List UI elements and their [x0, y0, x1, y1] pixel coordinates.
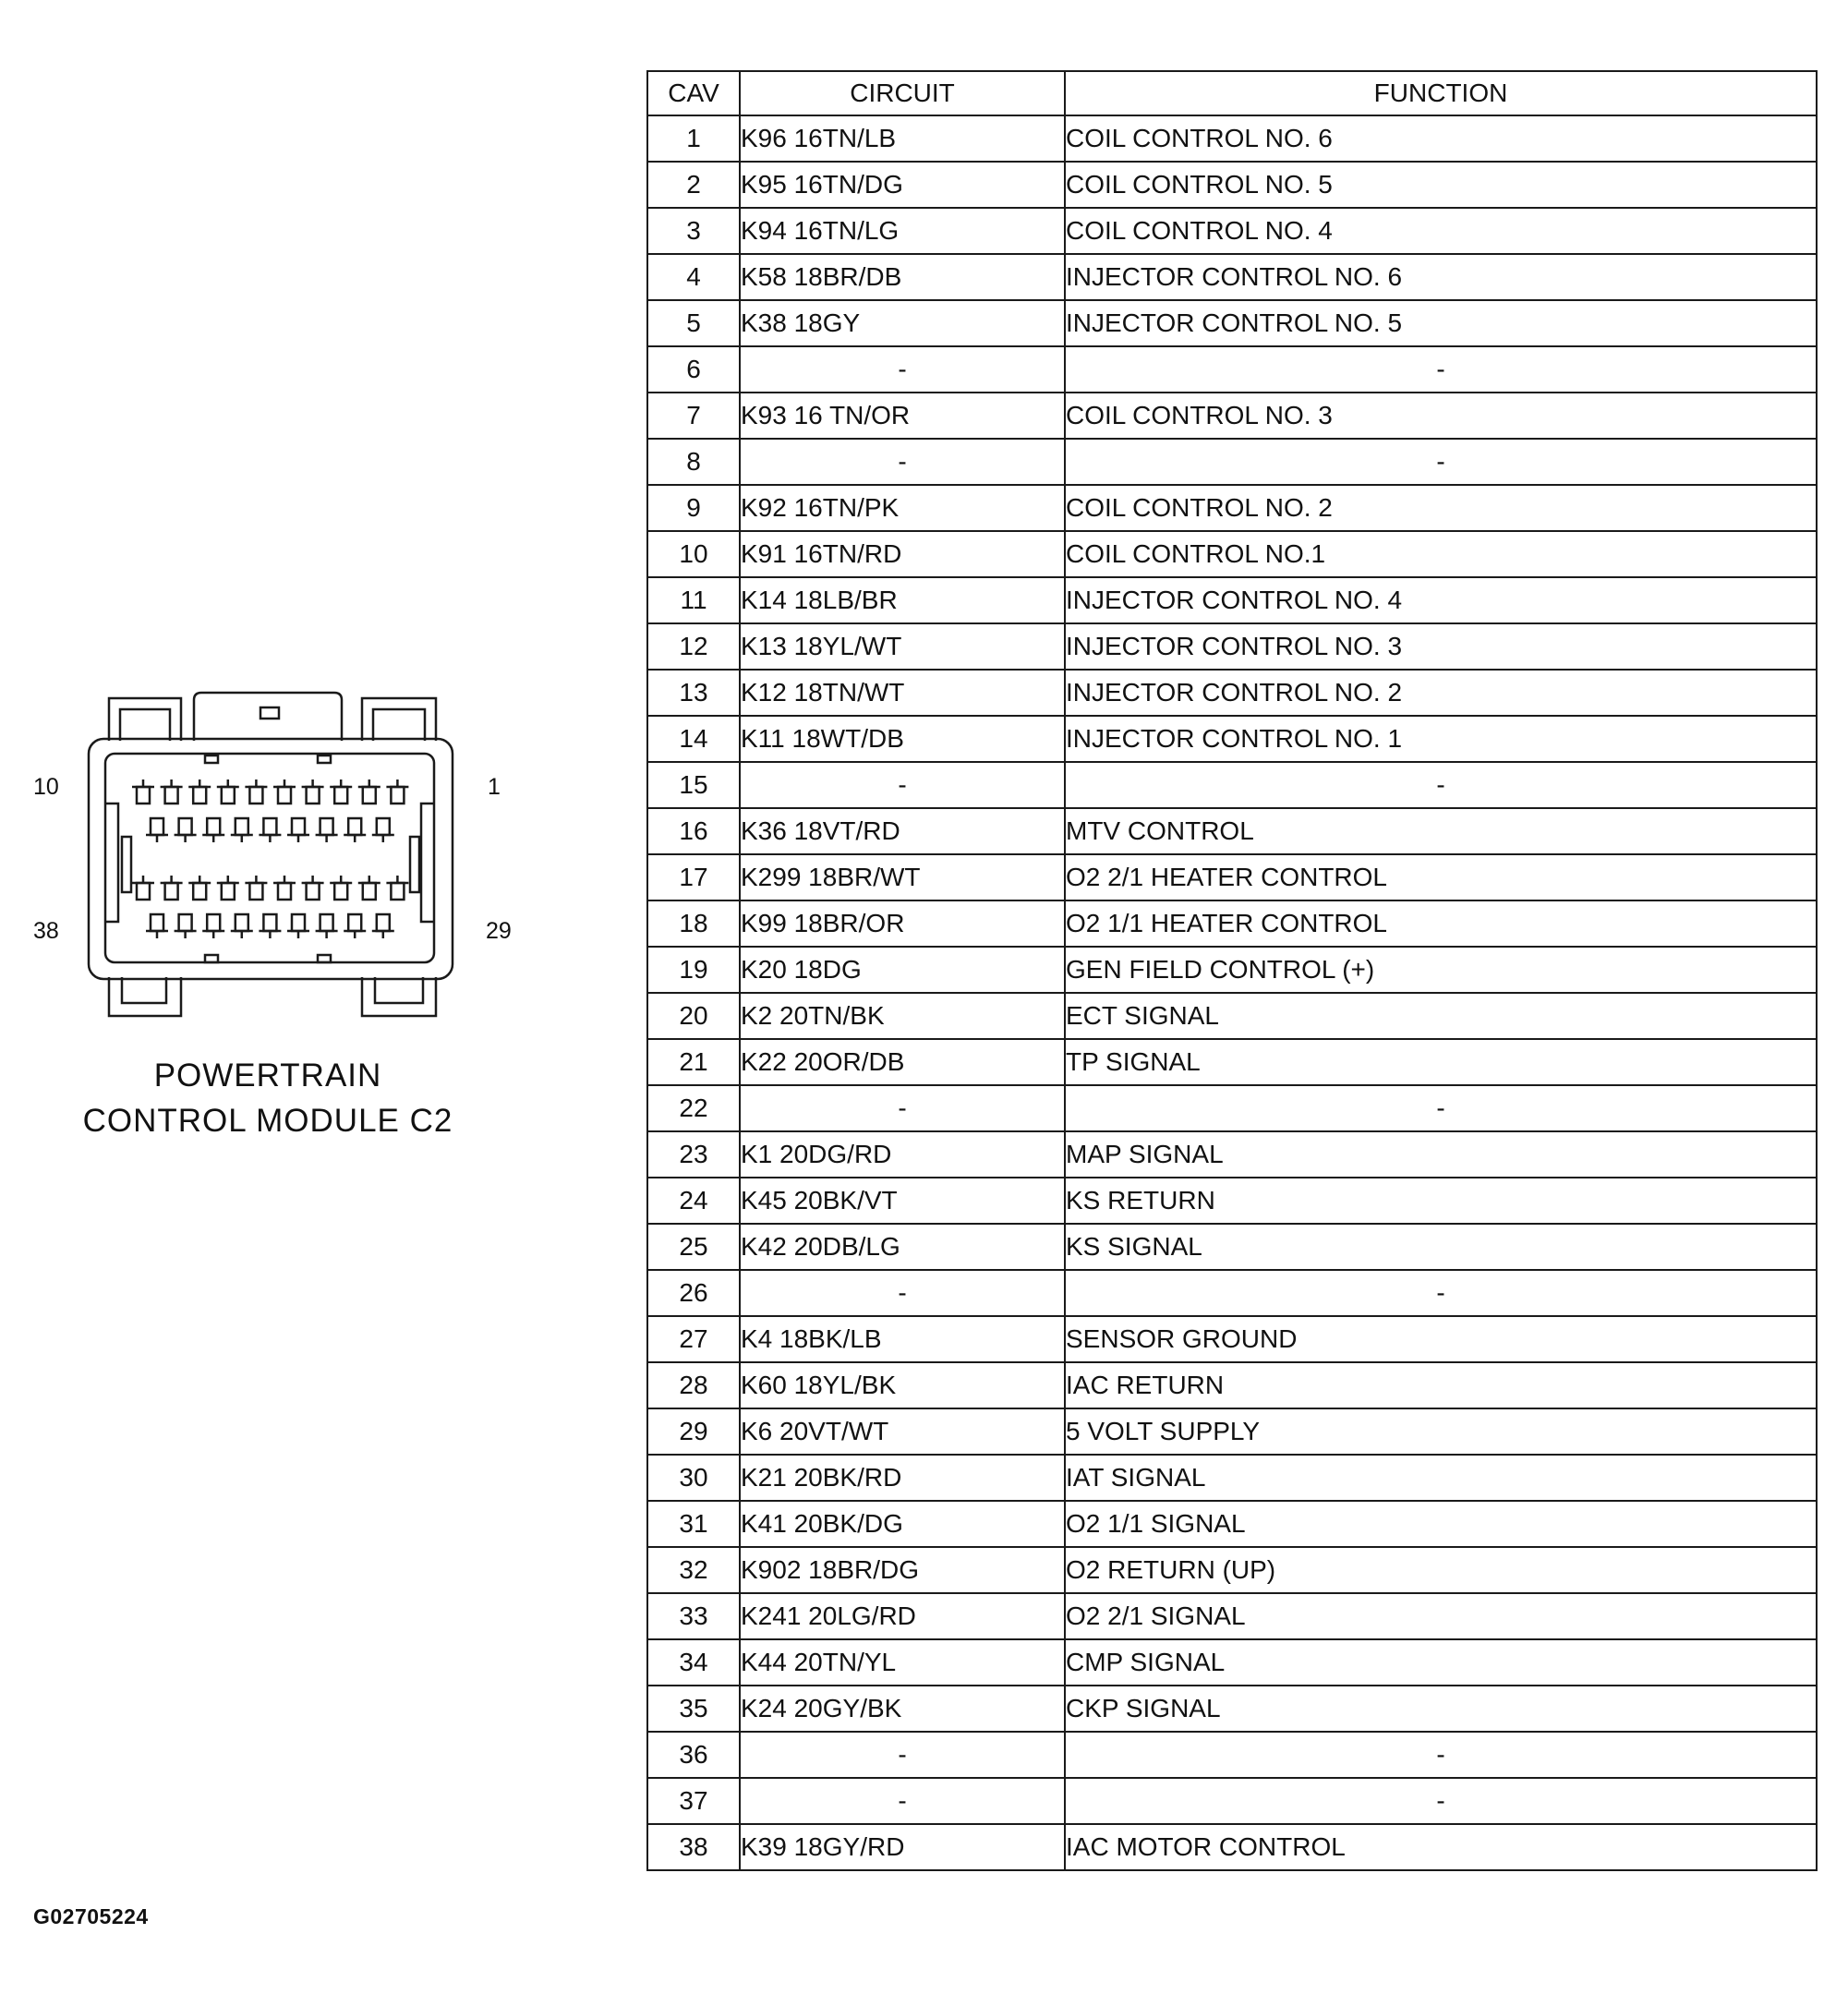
function-cell: CMP SIGNAL [1065, 1639, 1817, 1686]
cav-cell: 4 [647, 254, 740, 300]
cav-cell: 35 [647, 1686, 740, 1732]
cav-cell: 3 [647, 208, 740, 254]
terminal-cavity [245, 779, 267, 804]
function-cell: IAC RETURN [1065, 1362, 1817, 1408]
table-row [647, 1732, 1817, 1778]
function-cell: 5 VOLT SUPPLY [1065, 1408, 1817, 1455]
circuit-cell: K12 18TN/WT [740, 670, 1065, 716]
table-row [647, 439, 1817, 485]
cav-cell: 19 [647, 947, 740, 993]
cav-cell: 34 [647, 1639, 740, 1686]
table-row [647, 1593, 1817, 1639]
terminal-cavity [287, 914, 309, 938]
terminal-cavity [146, 914, 168, 938]
cav-cell: 26 [647, 1270, 740, 1316]
table-row [647, 577, 1817, 623]
cav-cell: 2 [647, 162, 740, 208]
cav-cell: 5 [647, 300, 740, 346]
circuit-cell: K92 16TN/PK [740, 485, 1065, 531]
table-row [647, 1362, 1817, 1408]
function-cell: - [1065, 1732, 1817, 1778]
cav-cell: 1 [647, 115, 740, 162]
terminal-cavity [146, 818, 168, 842]
table-row [647, 762, 1817, 808]
terminal-cavity [358, 876, 380, 900]
table-row [647, 1455, 1817, 1501]
terminal-cavity [188, 876, 211, 900]
function-cell: INJECTOR CONTROL NO. 5 [1065, 300, 1817, 346]
table-row [647, 670, 1817, 716]
cav-cell: 27 [647, 1316, 740, 1362]
function-cell: COIL CONTROL NO. 4 [1065, 208, 1817, 254]
cav-cell: 28 [647, 1362, 740, 1408]
circuit-cell: K24 20GY/BK [740, 1686, 1065, 1732]
circuit-cell: K22 20OR/DB [740, 1039, 1065, 1085]
terminal-cavity [259, 914, 281, 938]
function-cell: KS SIGNAL [1065, 1224, 1817, 1270]
cav-cell: 14 [647, 716, 740, 762]
table-row [647, 947, 1817, 993]
terminal-cavity [330, 876, 352, 900]
pinout-table [646, 70, 1818, 1871]
cav-cell: 13 [647, 670, 740, 716]
circuit-cell: K11 18WT/DB [740, 716, 1065, 762]
terminal-cavity [132, 779, 154, 804]
cav-cell: 7 [647, 393, 740, 439]
function-cell: INJECTOR CONTROL NO. 3 [1065, 623, 1817, 670]
terminal-cavity [386, 876, 408, 900]
table-row [647, 854, 1817, 900]
circuit-cell: K902 18BR/DG [740, 1547, 1065, 1593]
connector-caption [55, 1053, 480, 1143]
pin-label-10: 10 [33, 774, 59, 800]
cav-cell: 17 [647, 854, 740, 900]
circuit-cell: K93 16 TN/OR [740, 393, 1065, 439]
function-cell: - [1065, 1085, 1817, 1131]
terminal-cavity [316, 914, 338, 938]
table-row [647, 1316, 1817, 1362]
function-cell: O2 1/1 SIGNAL [1065, 1501, 1817, 1547]
cav-cell: 22 [647, 1085, 740, 1131]
circuit-cell: K1 20DG/RD [740, 1131, 1065, 1178]
function-cell: INJECTOR CONTROL NO. 4 [1065, 577, 1817, 623]
cav-cell: 18 [647, 900, 740, 947]
terminal-cavity [316, 818, 338, 842]
terminal-cavity [330, 779, 352, 804]
function-cell: - [1065, 439, 1817, 485]
table-row [647, 716, 1817, 762]
table-header-row [647, 71, 1817, 115]
function-cell: SENSOR GROUND [1065, 1316, 1817, 1362]
circuit-cell: K2 20TN/BK [740, 993, 1065, 1039]
caption-line-1: POWERTRAIN [153, 1057, 382, 1094]
circuit-cell: - [740, 439, 1065, 485]
cav-cell: 25 [647, 1224, 740, 1270]
terminal-cavity [217, 876, 239, 900]
table-row [647, 808, 1817, 854]
function-cell: COIL CONTROL NO.1 [1065, 531, 1817, 577]
connector-face-diagram [0, 647, 517, 1053]
terminal-cavity [245, 876, 267, 900]
cav-cell: 21 [647, 1039, 740, 1085]
terminal-cavity [344, 914, 366, 938]
circuit-cell: K4 18BK/LB [740, 1316, 1065, 1362]
circuit-cell: K20 18DG [740, 947, 1065, 993]
terminal-cavity [231, 818, 253, 842]
terminal-cavity [273, 779, 296, 804]
function-cell: IAT SIGNAL [1065, 1455, 1817, 1501]
function-cell: IAC MOTOR CONTROL [1065, 1824, 1817, 1870]
terminal-cavity [188, 779, 211, 804]
terminal-cavity [161, 779, 183, 804]
circuit-cell: K39 18GY/RD [740, 1824, 1065, 1870]
function-cell: GEN FIELD CONTROL (+) [1065, 947, 1817, 993]
function-cell: INJECTOR CONTROL NO. 1 [1065, 716, 1817, 762]
circuit-cell: - [740, 1085, 1065, 1131]
cav-cell: 12 [647, 623, 740, 670]
circuit-cell: - [740, 346, 1065, 393]
table-row [647, 1547, 1817, 1593]
cav-cell: 30 [647, 1455, 740, 1501]
table-row [647, 1639, 1817, 1686]
function-cell: KS RETURN [1065, 1178, 1817, 1224]
function-cell: INJECTOR CONTROL NO. 2 [1065, 670, 1817, 716]
table-row [647, 993, 1817, 1039]
table-row [647, 1131, 1817, 1178]
terminal-cavity [358, 779, 380, 804]
circuit-cell: K94 16TN/LG [740, 208, 1065, 254]
circuit-cell: K21 20BK/RD [740, 1455, 1065, 1501]
cav-cell: 8 [647, 439, 740, 485]
terminal-cavity [386, 779, 408, 804]
terminal-cavity [202, 914, 224, 938]
pin-label-29: 29 [486, 918, 512, 944]
table-row [647, 1824, 1817, 1870]
cav-cell: 36 [647, 1732, 740, 1778]
function-cell: MAP SIGNAL [1065, 1131, 1817, 1178]
function-cell: COIL CONTROL NO. 2 [1065, 485, 1817, 531]
table-row [647, 1778, 1817, 1824]
table-row [647, 485, 1817, 531]
circuit-cell: K41 20BK/DG [740, 1501, 1065, 1547]
pin-label-1: 1 [488, 774, 501, 800]
circuit-cell: K38 18GY [740, 300, 1065, 346]
cav-cell: 15 [647, 762, 740, 808]
function-cell: O2 2/1 HEATER CONTROL [1065, 854, 1817, 900]
terminal-cavity [302, 779, 324, 804]
circuit-cell: - [740, 1270, 1065, 1316]
circuit-cell: K14 18LB/BR [740, 577, 1065, 623]
table-row [647, 393, 1817, 439]
circuit-cell: K6 20VT/WT [740, 1408, 1065, 1455]
cav-cell: 31 [647, 1501, 740, 1547]
circuit-cell: K60 18YL/BK [740, 1362, 1065, 1408]
cav-cell: 33 [647, 1593, 740, 1639]
table-row [647, 1224, 1817, 1270]
function-cell: O2 2/1 SIGNAL [1065, 1593, 1817, 1639]
table-row [647, 1039, 1817, 1085]
table-row [647, 254, 1817, 300]
cav-cell: 38 [647, 1824, 740, 1870]
table-row [647, 623, 1817, 670]
function-cell: - [1065, 346, 1817, 393]
circuit-cell: K58 18BR/DB [740, 254, 1065, 300]
circuit-cell: K91 16TN/RD [740, 531, 1065, 577]
terminal-cavity [175, 818, 197, 842]
table-row [647, 1085, 1817, 1131]
table-row [647, 1501, 1817, 1547]
circuit-cell: K45 20BK/VT [740, 1178, 1065, 1224]
terminal-cavity [259, 818, 281, 842]
circuit-cell: K36 18VT/RD [740, 808, 1065, 854]
cav-cell: 16 [647, 808, 740, 854]
function-cell: COIL CONTROL NO. 5 [1065, 162, 1817, 208]
table-row [647, 346, 1817, 393]
terminal-cavity [217, 779, 239, 804]
pin-label-38: 38 [33, 918, 59, 944]
function-cell: COIL CONTROL NO. 6 [1065, 115, 1817, 162]
function-cell: - [1065, 762, 1817, 808]
table-row [647, 900, 1817, 947]
function-cell: O2 RETURN (UP) [1065, 1547, 1817, 1593]
function-cell: COIL CONTROL NO. 3 [1065, 393, 1817, 439]
function-cell: INJECTOR CONTROL NO. 6 [1065, 254, 1817, 300]
circuit-cell: - [740, 762, 1065, 808]
function-cell: O2 1/1 HEATER CONTROL [1065, 900, 1817, 947]
function-cell: ECT SIGNAL [1065, 993, 1817, 1039]
terminal-cavity [372, 914, 394, 938]
terminal-cavity [202, 818, 224, 842]
header-circuit: CIRCUIT [740, 71, 1065, 115]
circuit-cell: - [740, 1732, 1065, 1778]
terminal-cavity [287, 818, 309, 842]
terminal-cavity [273, 876, 296, 900]
cav-cell: 11 [647, 577, 740, 623]
table-row [647, 1408, 1817, 1455]
cav-cell: 29 [647, 1408, 740, 1455]
circuit-cell: K96 16TN/LB [740, 115, 1065, 162]
terminal-cavity [372, 818, 394, 842]
circuit-cell: - [740, 1778, 1065, 1824]
caption-line-2: CONTROL MODULE C2 [82, 1103, 453, 1139]
cav-cell: 37 [647, 1778, 740, 1824]
circuit-cell: K95 16TN/DG [740, 162, 1065, 208]
function-cell: - [1065, 1778, 1817, 1824]
cav-cell: 32 [647, 1547, 740, 1593]
function-cell: - [1065, 1270, 1817, 1316]
header-cav: CAV [647, 71, 740, 115]
terminal-cavities [132, 779, 408, 938]
terminal-cavity [132, 876, 154, 900]
cav-cell: 10 [647, 531, 740, 577]
figure-id: G02705224 [33, 1904, 149, 1928]
function-cell: CKP SIGNAL [1065, 1686, 1817, 1732]
function-cell: MTV CONTROL [1065, 808, 1817, 854]
terminal-cavity [344, 818, 366, 842]
circuit-cell: K13 18YL/WT [740, 623, 1065, 670]
cav-cell: 24 [647, 1178, 740, 1224]
circuit-cell: K44 20TN/YL [740, 1639, 1065, 1686]
table-row [647, 300, 1817, 346]
table-row [647, 1686, 1817, 1732]
table-row [647, 1270, 1817, 1316]
cav-cell: 23 [647, 1131, 740, 1178]
circuit-cell: K99 18BR/OR [740, 900, 1065, 947]
function-cell: TP SIGNAL [1065, 1039, 1817, 1085]
cav-cell: 6 [647, 346, 740, 393]
cav-cell: 9 [647, 485, 740, 531]
table-row [647, 115, 1817, 162]
circuit-cell: K241 20LG/RD [740, 1593, 1065, 1639]
table-row [647, 1178, 1817, 1224]
table-row [647, 531, 1817, 577]
terminal-cavity [302, 876, 324, 900]
header-function: FUNCTION [1065, 71, 1817, 115]
circuit-cell: K299 18BR/WT [740, 854, 1065, 900]
circuit-cell: K42 20DB/LG [740, 1224, 1065, 1270]
terminal-cavity [231, 914, 253, 938]
table-row [647, 208, 1817, 254]
terminal-cavity [175, 914, 197, 938]
pinout-table-body [647, 115, 1817, 1870]
table-row [647, 162, 1817, 208]
terminal-cavity [161, 876, 183, 900]
cav-cell: 20 [647, 993, 740, 1039]
